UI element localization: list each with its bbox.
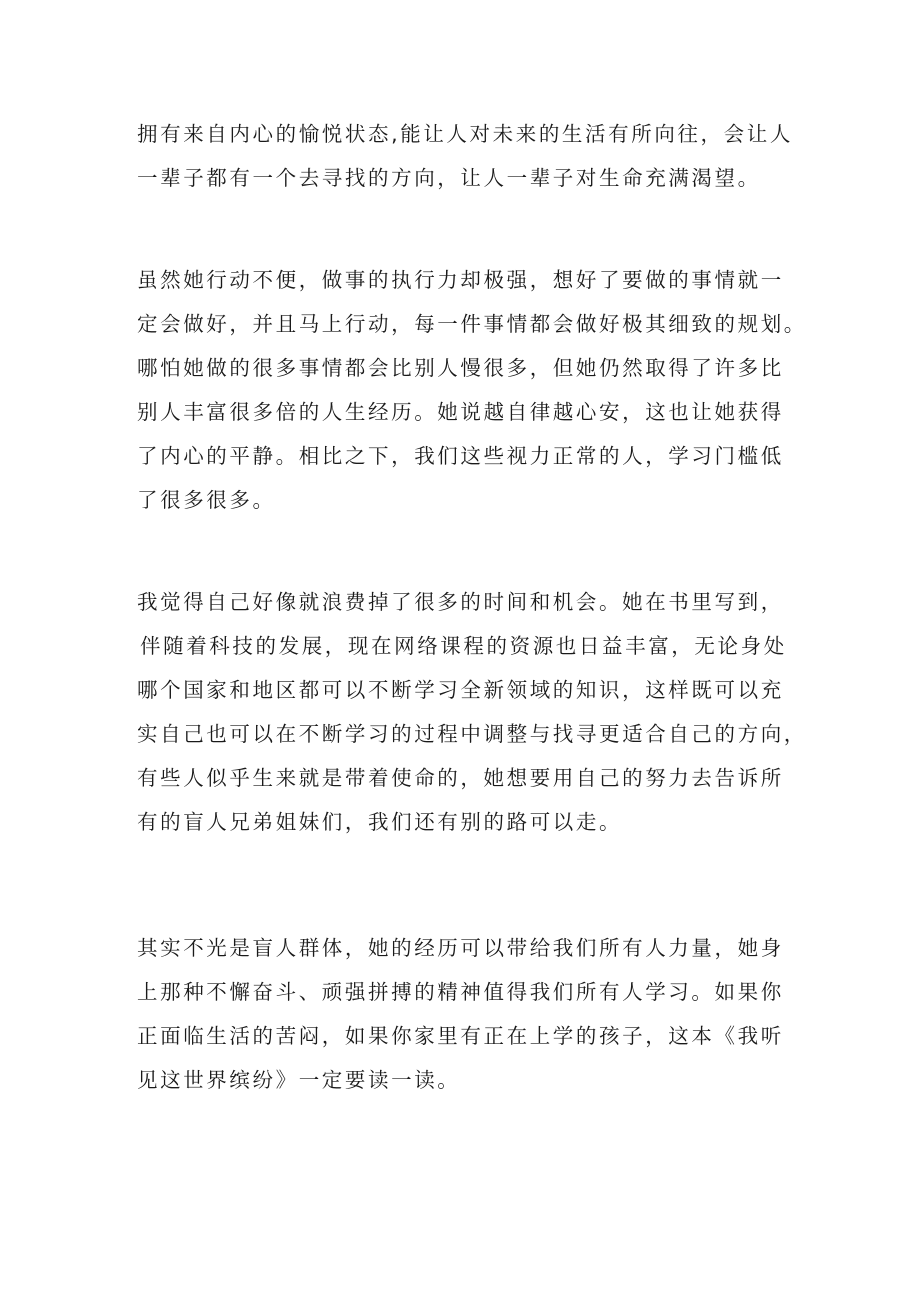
paragraph-1 (137, 112, 797, 200)
text-line: 有的盲人兄弟姐妹们，我们还有别的路可以走。 (137, 810, 623, 834)
text-line: 实自己也可以在不断学习的过程中调整与找寻更适合自己的方向， (137, 722, 807, 746)
text-line: 哪个国家和地区都可以不断学习全新领域的知识，这样既可以充 (137, 678, 784, 702)
text-line: 正面临生活的苦闷，如果你家里有正在上学的孩子，这本《我听 (137, 1024, 784, 1048)
text-line: 虽然她行动不便，做事的执行力却极强，想好了要做的事情就一 (137, 268, 784, 292)
text-line: 了很多很多。 (137, 488, 276, 512)
paragraph-3 (137, 580, 807, 844)
paragraph-4 (137, 926, 797, 1102)
text-line: 伴随着科技的发展，现在网络课程的资源也日益丰富，无论身处 (140, 634, 787, 658)
text-line: 我觉得自己好像就浪费掉了很多的时间和机会。她在书里写到， (137, 590, 784, 614)
text-line: 上那种不懈奋斗、顽强拼搏的精神值得我们所有人学习。如果你 (137, 980, 784, 1004)
text-line: 拥有来自内心的愉悦状态,能让人对未来的生活有所向往，会让人 (137, 122, 793, 146)
text-line: 了内心的平静。相比之下，我们这些视力正常的人，学习门槛低 (137, 444, 784, 468)
text-line: 别人丰富很多倍的人生经历。她说越自律越心安，这也让她获得 (137, 400, 784, 424)
text-line: 见这世界缤纷》一定要读一读。 (137, 1068, 461, 1092)
text-line: 有些人似乎生来就是带着使命的，她想要用自己的努力去告诉所 (137, 766, 784, 790)
text-line: 定会做好，并且马上行动，每一件事情都会做好极其细致的规划。 (137, 312, 807, 336)
text-line: 其实不光是盲人群体，她的经历可以带给我们所有人力量，她身 (137, 936, 784, 960)
paragraph-2 (137, 258, 807, 522)
text-line: 一辈子都有一个去寻找的方向，让人一辈子对生命充满渴望。 (137, 166, 761, 190)
text-line: 哪怕她做的很多事情都会比别人慢很多，但她仍然取得了许多比 (137, 356, 784, 380)
